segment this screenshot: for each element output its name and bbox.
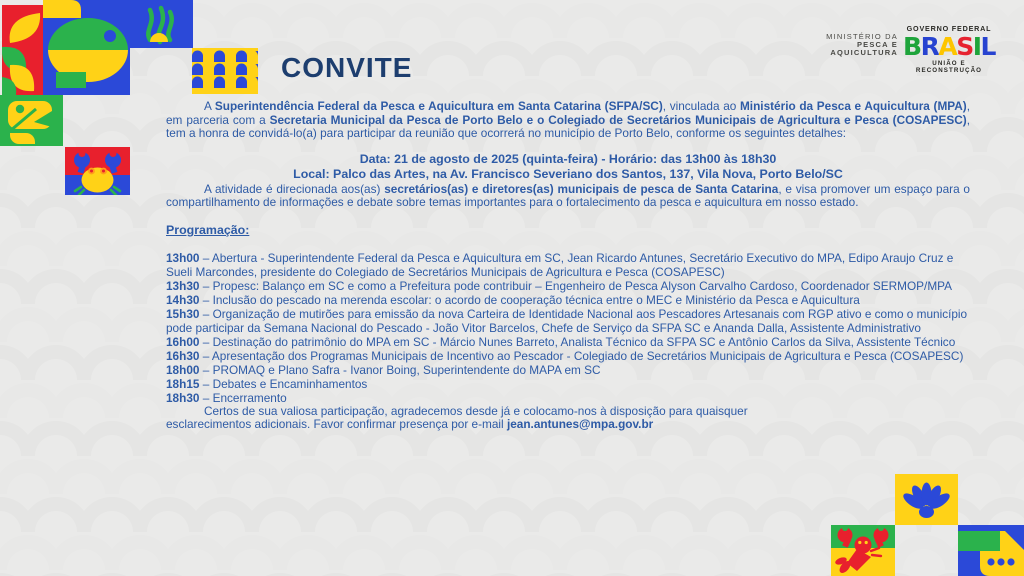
ministry-line: PESCA E <box>856 40 898 50</box>
closing-paragraph: Certos de sua valiosa participação, agradecemos desde já e colocamo-nos à disposição para quaisquer esclarecimentos adicionais. Favor confirmar presença por e-mail jean.antunes@mpa.gov.br <box>166 403 748 432</box>
ministry-line: MINISTÉRIO DA <box>826 32 898 41</box>
governo-federal-label: GOVERNO FEDERAL <box>906 24 992 33</box>
programme-item <box>166 335 970 349</box>
governo-federal-logo <box>902 24 996 74</box>
crab-tile <box>65 147 130 195</box>
shell-tile <box>895 474 958 525</box>
uniao-reconstrucao-label: UNIÃO E RECONSTRUÇÃO <box>915 60 983 74</box>
leaves-tile <box>2 5 43 95</box>
fish-tile <box>43 0 130 95</box>
programme-text: – Abertura - Superintendente Federal da Pesca e Aquicultura em SC, Jean Ricardo Antunes, Secretário Executivo do MPA, Edipo Araujo Cruz e Sueli Marcondes, presidente do Colegiado de Secretários Municipais de Agricultura e Pesca (COSAPESC) <box>166 250 954 279</box>
programme-time: 13h30 <box>166 278 200 293</box>
lobster-tile <box>831 525 895 576</box>
event-date-line: Data: 21 de agosto de 2025 (quinta-feira) - Horário: das 13h00 às 18h30 <box>359 151 777 166</box>
programme-text: – Encerramento <box>202 390 287 405</box>
programme-text: – Apresentação dos Programas Municipais de Incentivo ao Pescador - Colegiado de Secretários Municipais de Agricultura e Pesca (COSAPESC) <box>202 348 964 363</box>
fish-eye <box>104 30 116 42</box>
programme-heading: Programação: <box>166 222 250 237</box>
seaweed-tile <box>130 0 193 48</box>
fish-head-tile <box>0 95 63 146</box>
fish-bubble-tile <box>958 525 1024 576</box>
programme-text: – Propesc: Balanço em SC e como a Prefeitura pode contribuir – Engenheiro de Pesca Alyson Carvalho Cardoso, Coordenador SERMOP/MPA <box>202 278 953 293</box>
programme-item <box>166 391 970 405</box>
page-title: CONVITE <box>281 52 413 83</box>
programme-time: 14h30 <box>166 292 200 307</box>
invitation-body <box>166 100 970 432</box>
waves-logo <box>192 48 258 94</box>
programme-time: 13h00 <box>166 250 200 265</box>
programme-text: – PROMAQ e Plano Safra - Ivanor Boing, Superintendente do MAPA em SC <box>202 362 601 377</box>
programme-time: 16h00 <box>166 334 200 349</box>
programme-text: – Organização de mutirões para emissão da nova Carteira de Identidade Nacional aos Pescadores Artesanais com RGP ativo e como o município pode participar da Semana Nacional do Pescado - João Vitor Barcelos, Chefe de Serviço da SFPA SC e Ananda Dalla, Assistente Administrativo <box>166 306 968 335</box>
programme-item <box>166 377 970 391</box>
programme-time: 18h00 <box>166 362 200 377</box>
intro-paragraph: A Superintendência Federal da Pesca e Aquicultura em Santa Catarina (SFPA/SC), vinculada ao Ministério da Pesca e Aquicultura (MPA), em parceria com a Secretaria Municipal da Pesca de Porto Belo e o Colegiado de Secretários Municipais de Agricultura e Pesca (COSAPESC), tem a honra de convidá-lo(a) para participar da reunião que ocorrerá no município de Porto Belo, conforme os seguintes detalhes: <box>166 99 970 141</box>
fish-head-eye <box>16 105 24 113</box>
programme-text: – Inclusão do pescado na merenda escolar: o acordo de cooperação técnica entre o MEC e Ministério da Pesca e Aquicultura <box>202 292 860 307</box>
programme-item <box>166 349 970 363</box>
event-details <box>166 152 970 183</box>
event-location-line: Local: Palco das Artes, na Av. Francisco Severiano dos Santos, 137, Vila Nova, Porto Belo/SC <box>293 167 843 182</box>
ministry-line: AQUICULTURA <box>830 48 898 58</box>
ministry-logo <box>708 33 898 58</box>
programme-text: – Debates e Encaminhamentos <box>202 376 368 391</box>
programme-time: 16h30 <box>166 348 200 363</box>
activity-paragraph: A atividade é direcionada aos(as) secretários(as) e diretores(as) municipais de pesca de Santa Catarina, e visa promover um espaço para o compartilhamento de informações e debate sobre temas importantes para o fortalecimento da pesca e aquicultura em nosso estado. <box>166 181 970 210</box>
programme-list <box>166 251 970 405</box>
programme-item <box>166 279 970 293</box>
programme-item <box>166 251 970 279</box>
programme-item <box>166 293 970 307</box>
programme-item <box>166 363 970 377</box>
programme-time: 15h30 <box>166 306 200 321</box>
programme-time: 18h30 <box>166 390 200 405</box>
programme-text: – Destinação do patrimônio do MPA em SC - Márcio Nunes Barreto, Analista Técnico da SFPA SC e Antônio Carlos da Silva, Assistente Técnico <box>202 334 956 349</box>
brasil-wordmark: BRASIL <box>903 32 995 61</box>
programme-time: 18h15 <box>166 376 200 391</box>
programme-item <box>166 307 970 335</box>
